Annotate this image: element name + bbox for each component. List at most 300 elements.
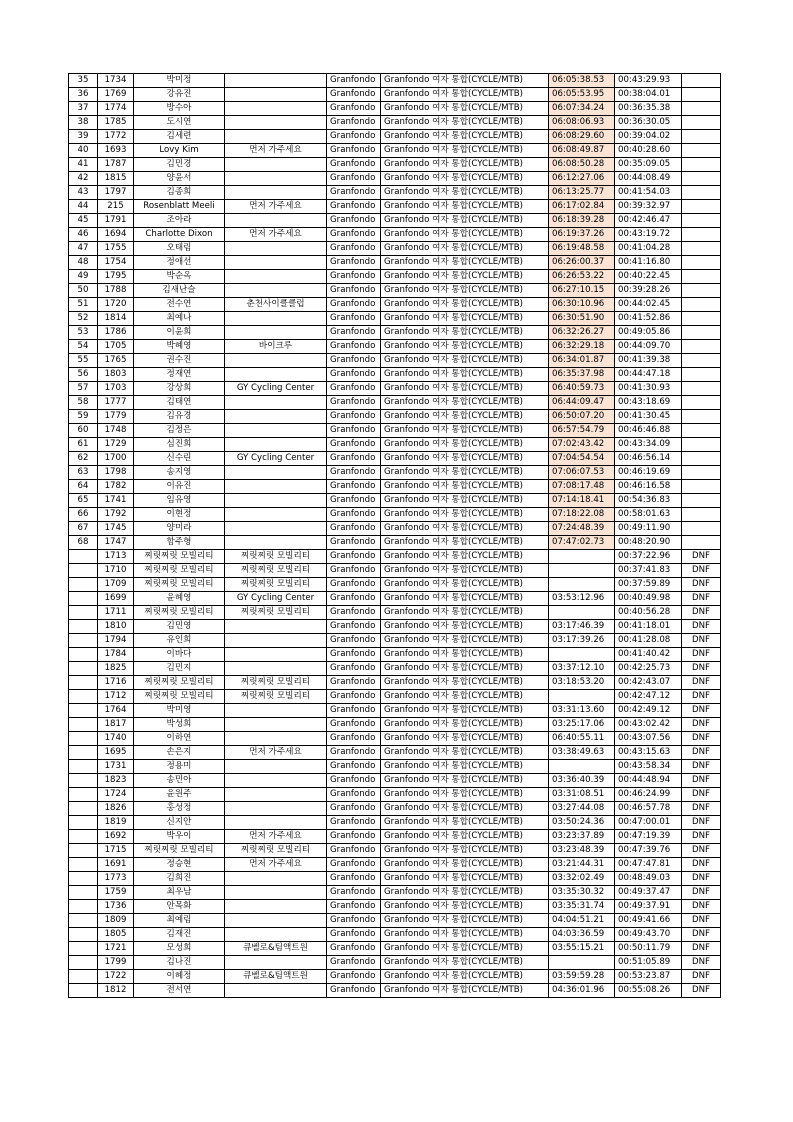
rank-cell — [69, 956, 98, 970]
category-cell: Granfondo — [327, 116, 381, 130]
split-time-cell: 00:36:30.05 — [615, 116, 682, 130]
category-cell: Granfondo — [327, 704, 381, 718]
team-cell: 큐벨로&팀액트원 — [225, 970, 327, 984]
status-cell — [682, 312, 721, 326]
name-cell: 김새난슬 — [134, 284, 225, 298]
split-time-cell: 00:43:02.42 — [615, 718, 682, 732]
table-row — [69, 732, 721, 746]
category-cell: Granfondo — [327, 326, 381, 340]
status-cell: DNF — [682, 984, 721, 998]
name-cell: 김민경 — [134, 158, 225, 172]
finish-time-cell — [549, 564, 615, 578]
rank-cell: 38 — [69, 116, 98, 130]
category-cell: Granfondo — [327, 578, 381, 592]
table-row — [69, 956, 721, 970]
name-cell: 이하연 — [134, 732, 225, 746]
division-cell: Granfondo 여자 통합(CYCLE/MTB) — [381, 354, 549, 368]
rank-cell — [69, 564, 98, 578]
rank-cell: 52 — [69, 312, 98, 326]
split-time-cell: 00:46:57.78 — [615, 802, 682, 816]
rank-cell — [69, 872, 98, 886]
finish-time-cell — [549, 606, 615, 620]
bib-cell: 1713 — [98, 550, 134, 564]
finish-time-cell: 07:14:18.41 — [549, 494, 615, 508]
table-row — [69, 116, 721, 130]
category-cell: Granfondo — [327, 830, 381, 844]
rank-cell: 64 — [69, 480, 98, 494]
status-cell — [682, 494, 721, 508]
finish-time-cell: 04:36:01.96 — [549, 984, 615, 998]
rank-cell: 54 — [69, 340, 98, 354]
bib-cell: 1798 — [98, 466, 134, 480]
name-cell: 송지영 — [134, 466, 225, 480]
name-cell: 유인희 — [134, 634, 225, 648]
table-row — [69, 774, 721, 788]
split-time-cell: 00:48:20.90 — [615, 536, 682, 550]
category-cell: Granfondo — [327, 368, 381, 382]
split-time-cell: 00:41:39.38 — [615, 354, 682, 368]
bib-cell: 1747 — [98, 536, 134, 550]
category-cell: Granfondo — [327, 74, 381, 88]
split-time-cell: 00:41:40.42 — [615, 648, 682, 662]
rank-cell — [69, 886, 98, 900]
status-cell: DNF — [682, 802, 721, 816]
rank-cell: 46 — [69, 228, 98, 242]
team-cell — [225, 494, 327, 508]
status-cell — [682, 158, 721, 172]
finish-time-cell: 07:47:02.73 — [549, 536, 615, 550]
division-cell: Granfondo 여자 통합(CYCLE/MTB) — [381, 648, 549, 662]
split-time-cell: 00:44:47.18 — [615, 368, 682, 382]
table-row — [69, 928, 721, 942]
status-cell: DNF — [682, 830, 721, 844]
category-cell: Granfondo — [327, 536, 381, 550]
status-cell — [682, 214, 721, 228]
division-cell: Granfondo 여자 통합(CYCLE/MTB) — [381, 704, 549, 718]
rank-cell — [69, 942, 98, 956]
split-time-cell: 00:37:59.89 — [615, 578, 682, 592]
team-cell — [225, 522, 327, 536]
bib-cell: 1694 — [98, 228, 134, 242]
table-row — [69, 522, 721, 536]
division-cell: Granfondo 여자 통합(CYCLE/MTB) — [381, 578, 549, 592]
status-cell: DNF — [682, 606, 721, 620]
finish-time-cell: 06:05:38.53 — [549, 74, 615, 88]
finish-time-cell: 06:35:37.98 — [549, 368, 615, 382]
category-cell: Granfondo — [327, 858, 381, 872]
bib-cell: 1825 — [98, 662, 134, 676]
division-cell: Granfondo 여자 통합(CYCLE/MTB) — [381, 368, 549, 382]
bib-cell: 215 — [98, 200, 134, 214]
rank-cell — [69, 844, 98, 858]
finish-time-cell: 06:30:10.96 — [549, 298, 615, 312]
team-cell: GY Cycling Center — [225, 592, 327, 606]
split-time-cell: 00:53:23.87 — [615, 970, 682, 984]
bib-cell: 1791 — [98, 214, 134, 228]
team-cell — [225, 760, 327, 774]
name-cell: Charlotte Dixon — [134, 228, 225, 242]
status-cell — [682, 298, 721, 312]
category-cell: Granfondo — [327, 172, 381, 186]
table-row — [69, 760, 721, 774]
table-row — [69, 508, 721, 522]
team-cell — [225, 424, 327, 438]
team-cell: 찌릿찌릿 모빌리티 — [225, 676, 327, 690]
status-cell: DNF — [682, 900, 721, 914]
category-cell: Granfondo — [327, 564, 381, 578]
split-time-cell: 00:42:43.07 — [615, 676, 682, 690]
team-cell — [225, 536, 327, 550]
split-time-cell: 00:55:08.26 — [615, 984, 682, 998]
status-cell — [682, 522, 721, 536]
finish-time-cell: 03:17:39.26 — [549, 634, 615, 648]
division-cell: Granfondo 여자 통합(CYCLE/MTB) — [381, 116, 549, 130]
team-cell — [225, 256, 327, 270]
split-time-cell: 00:47:39.76 — [615, 844, 682, 858]
finish-time-cell — [549, 760, 615, 774]
status-cell: DNF — [682, 564, 721, 578]
split-time-cell: 00:49:05.86 — [615, 326, 682, 340]
category-cell: Granfondo — [327, 592, 381, 606]
team-cell: 먼저 가주세요 — [225, 144, 327, 158]
status-cell: DNF — [682, 662, 721, 676]
division-cell: Granfondo 여자 통합(CYCLE/MTB) — [381, 186, 549, 200]
division-cell: Granfondo 여자 통합(CYCLE/MTB) — [381, 480, 549, 494]
split-time-cell: 00:41:16.80 — [615, 256, 682, 270]
division-cell: Granfondo 여자 통합(CYCLE/MTB) — [381, 830, 549, 844]
name-cell: 송민아 — [134, 774, 225, 788]
status-cell: DNF — [682, 774, 721, 788]
split-time-cell: 00:43:34.09 — [615, 438, 682, 452]
finish-time-cell: 03:18:53.20 — [549, 676, 615, 690]
split-time-cell: 00:35:09.05 — [615, 158, 682, 172]
status-cell: DNF — [682, 732, 721, 746]
status-cell — [682, 508, 721, 522]
category-cell: Granfondo — [327, 228, 381, 242]
rank-cell: 58 — [69, 396, 98, 410]
name-cell: 이윤희 — [134, 326, 225, 340]
division-cell: Granfondo 여자 통합(CYCLE/MTB) — [381, 802, 549, 816]
team-cell: GY Cycling Center — [225, 452, 327, 466]
name-cell: 전서연 — [134, 984, 225, 998]
name-cell: 찌릿찌릿 모빌리티 — [134, 564, 225, 578]
category-cell: Granfondo — [327, 970, 381, 984]
name-cell: 김태연 — [134, 396, 225, 410]
bib-cell: 1700 — [98, 452, 134, 466]
bib-cell: 1699 — [98, 592, 134, 606]
finish-time-cell: 06:17:02.84 — [549, 200, 615, 214]
name-cell: 박혜영 — [134, 340, 225, 354]
name-cell: 정재연 — [134, 368, 225, 382]
category-cell: Granfondo — [327, 200, 381, 214]
rank-cell — [69, 690, 98, 704]
name-cell: 윤원주 — [134, 788, 225, 802]
table-row — [69, 354, 721, 368]
division-cell: Granfondo 여자 통합(CYCLE/MTB) — [381, 816, 549, 830]
finish-time-cell — [549, 578, 615, 592]
bib-cell: 1819 — [98, 816, 134, 830]
split-time-cell: 00:40:28.60 — [615, 144, 682, 158]
category-cell: Granfondo — [327, 256, 381, 270]
division-cell: Granfondo 여자 통합(CYCLE/MTB) — [381, 522, 549, 536]
team-cell — [225, 354, 327, 368]
finish-time-cell: 06:57:54.79 — [549, 424, 615, 438]
finish-time-cell: 04:04:51.21 — [549, 914, 615, 928]
bib-cell: 1774 — [98, 102, 134, 116]
division-cell: Granfondo 여자 통합(CYCLE/MTB) — [381, 956, 549, 970]
finish-time-cell: 07:06:07.53 — [549, 466, 615, 480]
team-cell — [225, 368, 327, 382]
split-time-cell: 00:36:35.38 — [615, 102, 682, 116]
status-cell: DNF — [682, 704, 721, 718]
split-time-cell: 00:43:29.93 — [615, 74, 682, 88]
status-cell: DNF — [682, 746, 721, 760]
finish-time-cell — [549, 956, 615, 970]
status-cell: DNF — [682, 578, 721, 592]
finish-time-cell: 06:30:51.90 — [549, 312, 615, 326]
name-cell: 박성희 — [134, 718, 225, 732]
category-cell: Granfondo — [327, 746, 381, 760]
rank-cell — [69, 676, 98, 690]
table-row — [69, 158, 721, 172]
split-time-cell: 00:49:41.66 — [615, 914, 682, 928]
bib-cell: 1741 — [98, 494, 134, 508]
status-cell — [682, 74, 721, 88]
finish-time-cell: 06:08:06.93 — [549, 116, 615, 130]
rank-cell — [69, 634, 98, 648]
team-cell — [225, 214, 327, 228]
status-cell — [682, 438, 721, 452]
bib-cell: 1784 — [98, 648, 134, 662]
table-row — [69, 102, 721, 116]
rank-cell — [69, 732, 98, 746]
rank-cell — [69, 760, 98, 774]
finish-time-cell: 03:50:24.36 — [549, 816, 615, 830]
bib-cell: 1785 — [98, 116, 134, 130]
bib-cell: 1803 — [98, 368, 134, 382]
table-row — [69, 298, 721, 312]
division-cell: Granfondo 여자 통합(CYCLE/MTB) — [381, 424, 549, 438]
split-time-cell: 00:40:49.98 — [615, 592, 682, 606]
status-cell: DNF — [682, 592, 721, 606]
finish-time-cell: 06:07:34.24 — [549, 102, 615, 116]
division-cell: Granfondo 여자 통합(CYCLE/MTB) — [381, 984, 549, 998]
bib-cell: 1692 — [98, 830, 134, 844]
category-cell: Granfondo — [327, 648, 381, 662]
rank-cell: 49 — [69, 270, 98, 284]
division-cell: Granfondo 여자 통합(CYCLE/MTB) — [381, 900, 549, 914]
team-cell — [225, 984, 327, 998]
name-cell: 도시연 — [134, 116, 225, 130]
division-cell: Granfondo 여자 통합(CYCLE/MTB) — [381, 382, 549, 396]
bib-cell: 1795 — [98, 270, 134, 284]
name-cell: 박순옥 — [134, 270, 225, 284]
division-cell: Granfondo 여자 통합(CYCLE/MTB) — [381, 844, 549, 858]
division-cell: Granfondo 여자 통합(CYCLE/MTB) — [381, 438, 549, 452]
division-cell: Granfondo 여자 통합(CYCLE/MTB) — [381, 914, 549, 928]
team-cell — [225, 284, 327, 298]
category-cell: Granfondo — [327, 802, 381, 816]
split-time-cell: 00:43:19.72 — [615, 228, 682, 242]
category-cell: Granfondo — [327, 312, 381, 326]
split-time-cell: 00:41:18.01 — [615, 620, 682, 634]
table-row — [69, 662, 721, 676]
division-cell: Granfondo 여자 통합(CYCLE/MTB) — [381, 550, 549, 564]
split-time-cell: 00:49:37.91 — [615, 900, 682, 914]
name-cell: 김민지 — [134, 662, 225, 676]
finish-time-cell: 03:55:15.21 — [549, 942, 615, 956]
split-time-cell: 00:54:36.83 — [615, 494, 682, 508]
finish-time-cell: 03:37:12.10 — [549, 662, 615, 676]
division-cell: Granfondo 여자 통합(CYCLE/MTB) — [381, 312, 549, 326]
rank-cell — [69, 900, 98, 914]
finish-time-cell: 03:25:17.06 — [549, 718, 615, 732]
finish-time-cell: 07:04:54.54 — [549, 452, 615, 466]
division-cell: Granfondo 여자 통합(CYCLE/MTB) — [381, 326, 549, 340]
team-cell — [225, 718, 327, 732]
status-cell — [682, 452, 721, 466]
finish-time-cell: 03:35:30.32 — [549, 886, 615, 900]
division-cell: Granfondo 여자 통합(CYCLE/MTB) — [381, 718, 549, 732]
bib-cell: 1703 — [98, 382, 134, 396]
team-cell — [225, 466, 327, 480]
category-cell: Granfondo — [327, 900, 381, 914]
finish-time-cell: 06:32:29.18 — [549, 340, 615, 354]
split-time-cell: 00:39:28.26 — [615, 284, 682, 298]
name-cell: 찌릿찌릿 모빌리티 — [134, 676, 225, 690]
team-cell — [225, 396, 327, 410]
split-time-cell: 00:48:49.03 — [615, 872, 682, 886]
name-cell: 박우이 — [134, 830, 225, 844]
rank-cell: 56 — [69, 368, 98, 382]
bib-cell: 1734 — [98, 74, 134, 88]
division-cell: Granfondo 여자 통합(CYCLE/MTB) — [381, 410, 549, 424]
division-cell: Granfondo 여자 통합(CYCLE/MTB) — [381, 452, 549, 466]
division-cell: Granfondo 여자 통합(CYCLE/MTB) — [381, 564, 549, 578]
split-time-cell: 00:50:11.79 — [615, 942, 682, 956]
rank-cell: 44 — [69, 200, 98, 214]
name-cell: 김유경 — [134, 410, 225, 424]
status-cell — [682, 116, 721, 130]
rank-cell: 61 — [69, 438, 98, 452]
finish-time-cell: 06:26:00.37 — [549, 256, 615, 270]
table-row — [69, 284, 721, 298]
rank-cell — [69, 984, 98, 998]
table-row — [69, 214, 721, 228]
rank-cell — [69, 914, 98, 928]
table-row — [69, 718, 721, 732]
name-cell: 박미영 — [134, 704, 225, 718]
category-cell: Granfondo — [327, 396, 381, 410]
division-cell: Granfondo 여자 통합(CYCLE/MTB) — [381, 732, 549, 746]
bib-cell: 1712 — [98, 690, 134, 704]
name-cell: 김민영 — [134, 620, 225, 634]
team-cell — [225, 620, 327, 634]
name-cell: 이혜정 — [134, 970, 225, 984]
status-cell: DNF — [682, 634, 721, 648]
division-cell: Granfondo 여자 통합(CYCLE/MTB) — [381, 340, 549, 354]
table-row — [69, 872, 721, 886]
name-cell: 강유진 — [134, 88, 225, 102]
team-cell — [225, 312, 327, 326]
split-time-cell: 00:42:25.73 — [615, 662, 682, 676]
team-cell — [225, 172, 327, 186]
team-cell — [225, 438, 327, 452]
table-row — [69, 704, 721, 718]
status-cell: DNF — [682, 844, 721, 858]
status-cell — [682, 326, 721, 340]
rank-cell: 65 — [69, 494, 98, 508]
rank-cell: 41 — [69, 158, 98, 172]
table-row — [69, 816, 721, 830]
team-cell — [225, 802, 327, 816]
category-cell: Granfondo — [327, 144, 381, 158]
split-time-cell: 00:41:04.28 — [615, 242, 682, 256]
category-cell: Granfondo — [327, 466, 381, 480]
category-cell: Granfondo — [327, 480, 381, 494]
category-cell: Granfondo — [327, 928, 381, 942]
rank-cell: 57 — [69, 382, 98, 396]
split-time-cell: 00:46:24.99 — [615, 788, 682, 802]
finish-time-cell: 06:40:59.73 — [549, 382, 615, 396]
rank-cell: 68 — [69, 536, 98, 550]
name-cell: 양윤서 — [134, 172, 225, 186]
name-cell: 김재진 — [134, 928, 225, 942]
bib-cell: 1716 — [98, 676, 134, 690]
category-cell: Granfondo — [327, 102, 381, 116]
finish-time-cell: 06:19:48.58 — [549, 242, 615, 256]
name-cell: Lovy Kim — [134, 144, 225, 158]
division-cell: Granfondo 여자 통합(CYCLE/MTB) — [381, 606, 549, 620]
finish-time-cell: 06:18:39.28 — [549, 214, 615, 228]
split-time-cell: 00:47:47.81 — [615, 858, 682, 872]
finish-time-cell: 04:03:36.59 — [549, 928, 615, 942]
bib-cell: 1809 — [98, 914, 134, 928]
division-cell: Granfondo 여자 통합(CYCLE/MTB) — [381, 858, 549, 872]
rank-cell: 35 — [69, 74, 98, 88]
status-cell — [682, 228, 721, 242]
rank-cell — [69, 648, 98, 662]
rank-cell: 39 — [69, 130, 98, 144]
finish-time-cell: 06:34:01.87 — [549, 354, 615, 368]
division-cell: Granfondo 여자 통합(CYCLE/MTB) — [381, 256, 549, 270]
team-cell — [225, 928, 327, 942]
name-cell: 권수진 — [134, 354, 225, 368]
status-cell: DNF — [682, 690, 721, 704]
category-cell: Granfondo — [327, 270, 381, 284]
division-cell: Granfondo 여자 통합(CYCLE/MTB) — [381, 298, 549, 312]
table-row — [69, 550, 721, 564]
finish-time-cell: 06:40:55.11 — [549, 732, 615, 746]
bib-cell: 1720 — [98, 298, 134, 312]
category-cell: Granfondo — [327, 872, 381, 886]
team-cell — [225, 102, 327, 116]
team-cell — [225, 130, 327, 144]
rank-cell: 47 — [69, 242, 98, 256]
category-cell: Granfondo — [327, 844, 381, 858]
status-cell: DNF — [682, 550, 721, 564]
division-cell: Granfondo 여자 통합(CYCLE/MTB) — [381, 172, 549, 186]
table-row — [69, 256, 721, 270]
table-row — [69, 564, 721, 578]
split-time-cell: 00:43:18.69 — [615, 396, 682, 410]
name-cell: 정애선 — [134, 256, 225, 270]
division-cell: Granfondo 여자 통합(CYCLE/MTB) — [381, 144, 549, 158]
category-cell: Granfondo — [327, 816, 381, 830]
name-cell: 조아라 — [134, 214, 225, 228]
bib-cell: 1695 — [98, 746, 134, 760]
name-cell: 신지안 — [134, 816, 225, 830]
